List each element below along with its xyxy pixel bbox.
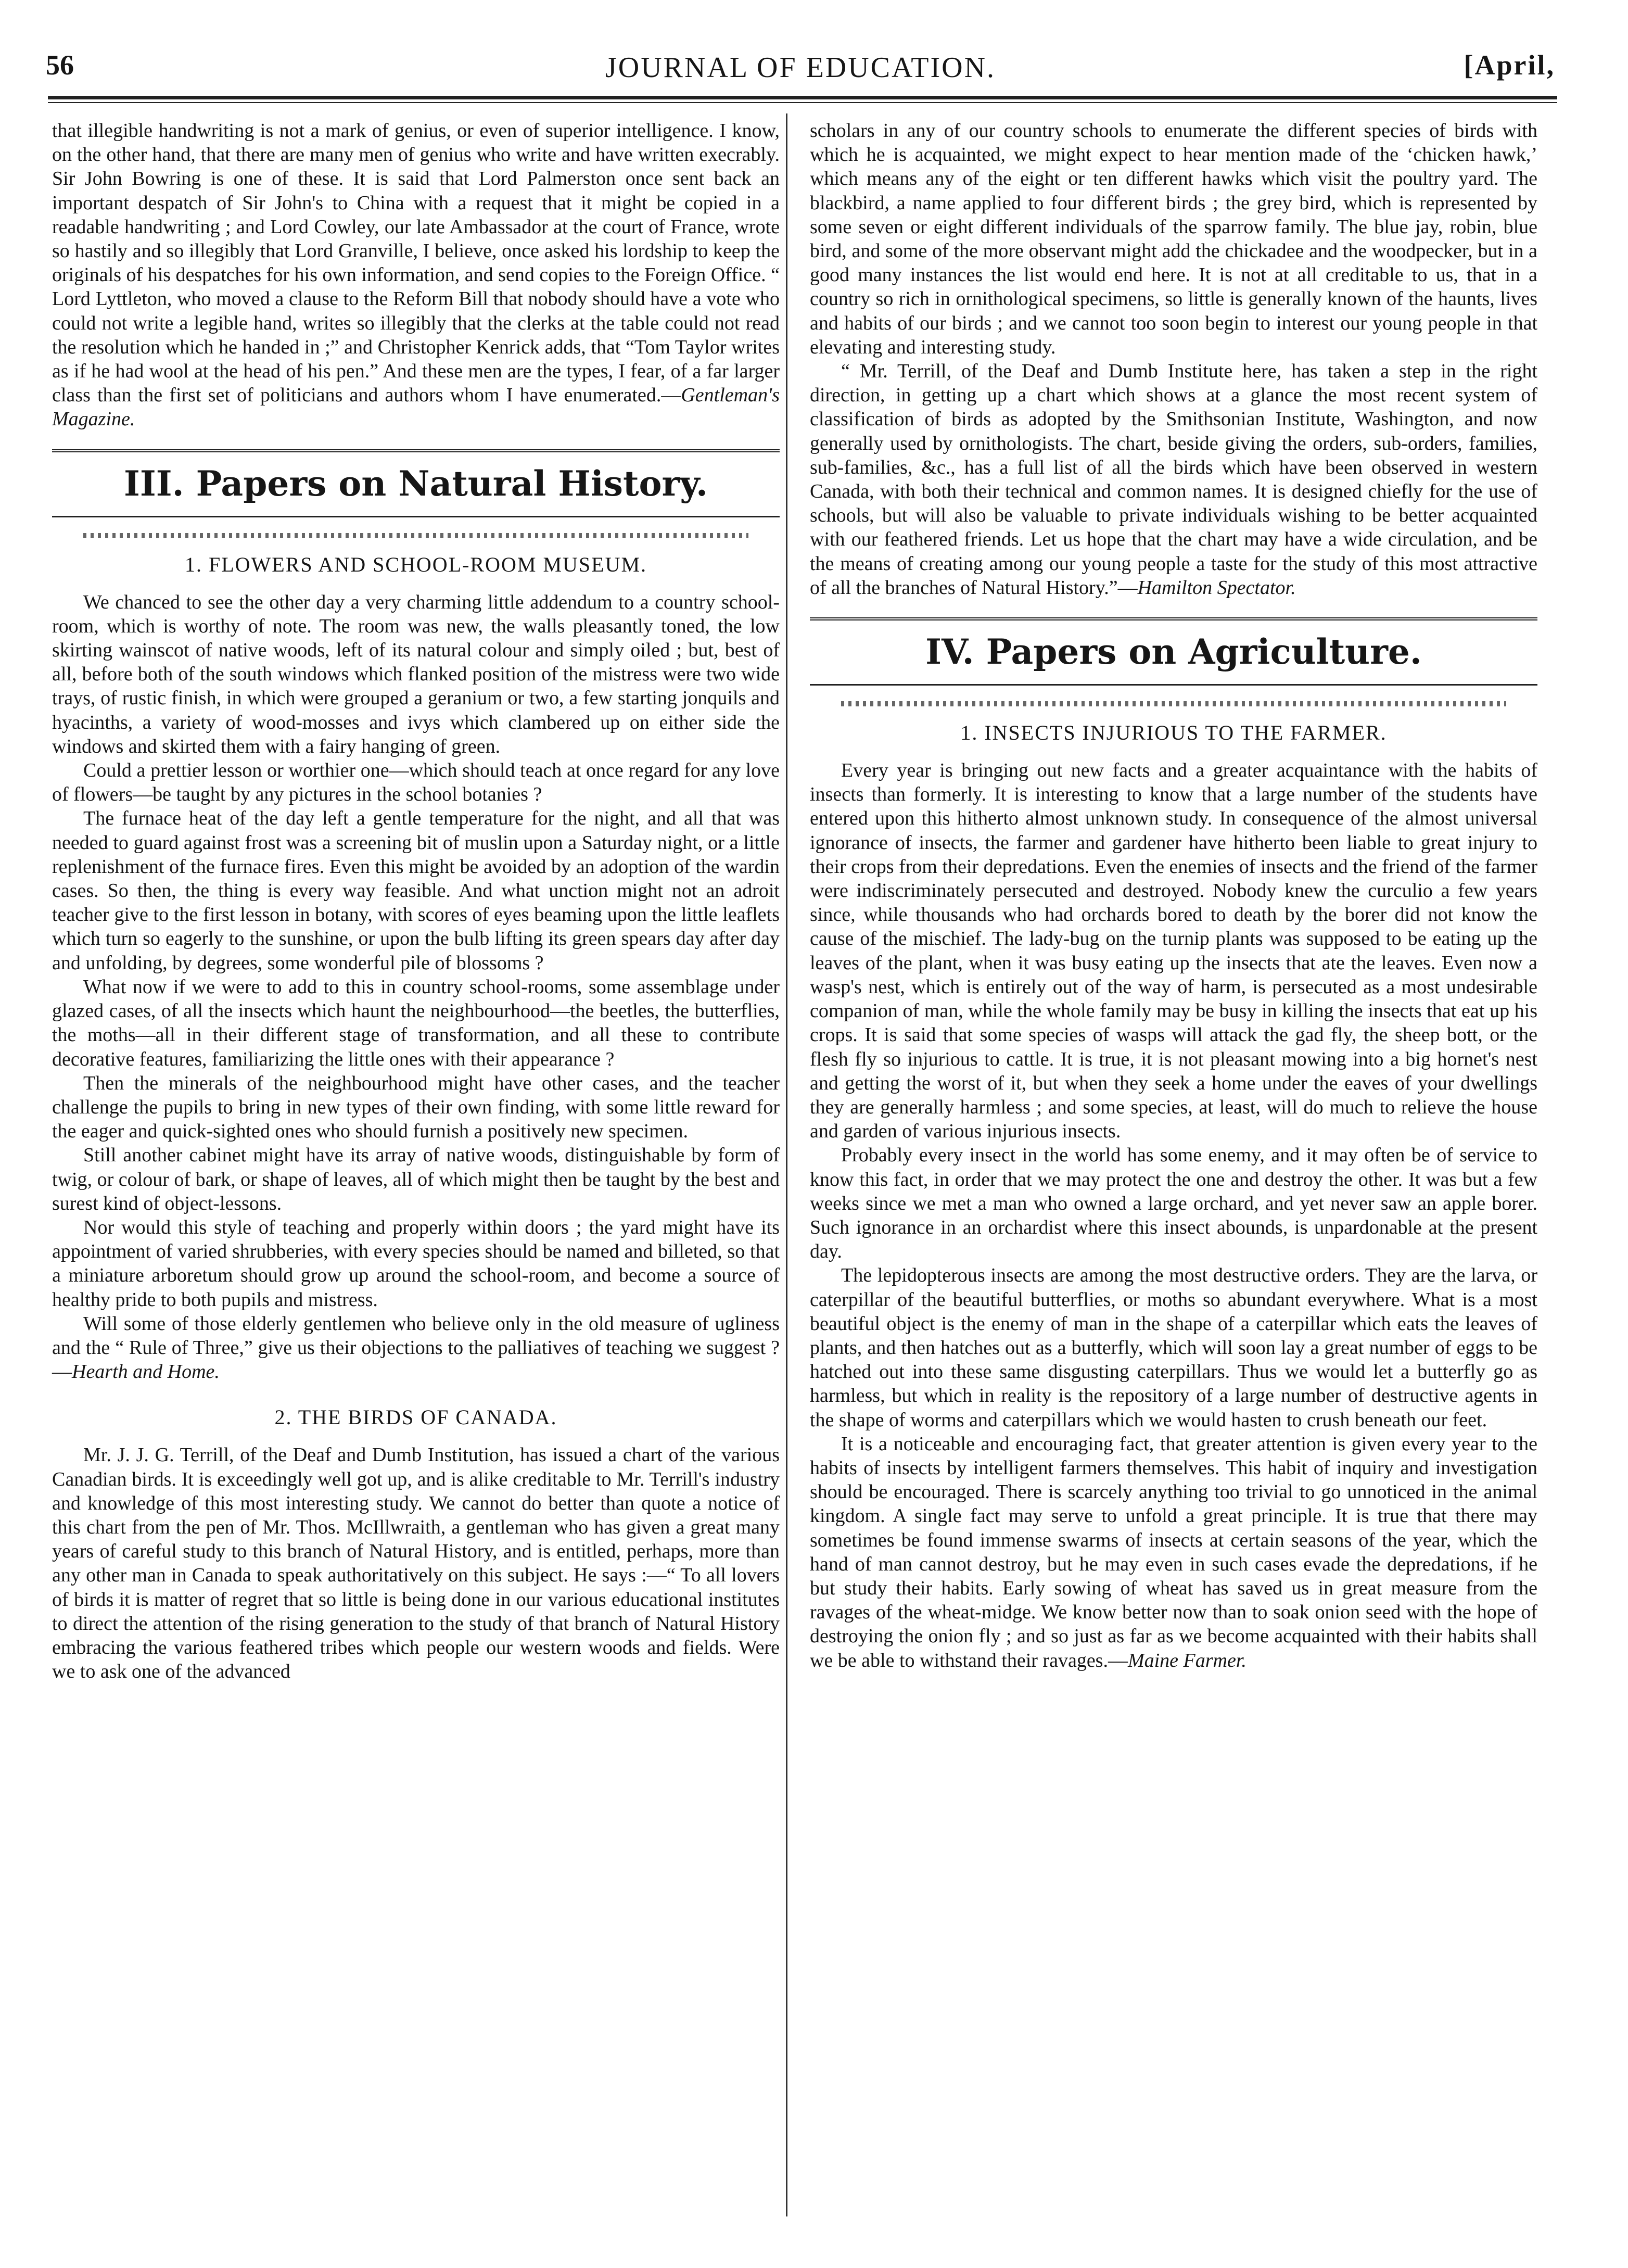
section-heading-natural-history: III. Papers on Natural History. [52, 449, 780, 517]
continuation-paragraph: “ Mr. Terrill, of the Deaf and Dumb Institute here, has taken a step in the right direction, in getting up a chart which shows at a glance the most recent system of classification of birds as adopted by the Smithsonian Institute, Washington, and now generally used by ornithologists. The chart, beside giving the orders, sub-orders, families, sub-families, &c., has a full list of all the birds which have been observed in western Canada, with both their technical and common names. It is designed chiefly for the use of schools, but will also be valuable to private individuals wishing to be better acquainted with our feathered friends. Let us hope that the chart may have a wide circulation, and be the means of creating among our young people a taste for the study of this most attractive of all the branches of Natural History.”—Hamilton Spectator. [810, 360, 1537, 599]
article-title-insects: 1. INSECTS INJURIOUS TO THE FARMER. [960, 721, 1387, 745]
article-paragraph: Will some of those elderly gentlemen who believe only in the old measure of ugliness and the “ Rule of Three,” give us their objections to the palliatives of teaching we suggest ?—Hearth and Home. [52, 1312, 780, 1383]
header-rule-thick [48, 96, 1557, 99]
article-source: Maine Farmer. [1127, 1649, 1247, 1671]
article-paragraph: The furnace heat of the day left a gentle temperature for the night, and all that was needed to guard against frost was a screening bit of muslin upon a Saturday night, or a little replenishment of the furnace fires. Even this might be avoided by an adoption of the wardin cases. So then, the thing is every way feasible. And what unction might not an adroit teacher give to the first lesson in botany, with scores of eyes beaming upon the little leaflets which turn so eagerly to the sunshine, or upon the bulb lifting its green spears day after day and unfolding, by degrees, some wonderful pile of blossoms ? [52, 807, 780, 974]
section-ornament [83, 533, 748, 538]
issue-month: [April, [1464, 49, 1555, 81]
journal-title: JOURNAL OF EDUCATION. [605, 52, 996, 84]
continuation-paragraph: scholars in any of our country schools to enumerate the different species of birds with which he is acquainted, we might expect to hear mention made of the ‘chicken hawk,’ which means any of the eight or ten different hawks which visit the poultry yard. The blackbird, a name applied to four different birds ; the grey bird, which is represented by some seven or eight different individuals of the sparrow family. The blue jay, robin, blue bird, and some of the more observant might add the chickadee and the woodpecker, but in a good many instances the list would end here. It is not at all creditable to us, that in a country so rich in ornithological specimens, so little is generally known of the haunts, lives and habits of our birds ; and we cannot too soon begin to interest our young people in that elevating and interesting study. [810, 120, 1537, 358]
article-paragraph: Mr. J. J. G. Terrill, of the Deaf and Dumb Institution, has issued a chart of the various Canadian birds. It is exceedingly well got up, and is alike creditable to Mr. Terrill's industry and knowledge of this most interesting study. We cannot do better than quote a notice of this chart from the pen of Mr. Thos. McIllwraith, a gentleman who has given a great many years of careful study to this branch of Natural History, and is entitled, perhaps, more than any other man in Canada to speak authoritatively on this subject. He says :—“ To all lovers of birds it is matter of regret that so little is being done in our various educational institutes to direct the attention of the rising generation to the study of that branch of Natural History embracing the various feathered tribes which people our western woods and fields. Were we to ask one of the advanced [52, 1444, 780, 1683]
intro-source: Gentleman's Magazine. [52, 384, 780, 430]
article-paragraph: Probably every insect in the world has some enemy, and it may often be of service to know this fact, in order that we may protect the one and destroy the other. It was but a few weeks since we met a man who owned a large orchard, and yet never saw an apple borer. Such ignorance in an orchardist where this insect abounds, is unpardonable at the present day. [810, 1144, 1537, 1263]
article-source: Hearth and Home. [72, 1361, 220, 1383]
header-rule-thin [48, 102, 1557, 103]
article-paragraph: We chanced to see the other day a very charming little addendum to a country school-room, which is worthy of note. The room was new, the walls pleasantly toned, the low skirting wainscot of native woods, left of its natural colour and simply oiled ; but, best of all, before both of the south windows which flanked position of the mistress were two wide trays, of rustic finish, in which were grouped a geranium or two, a few starting jonquils and hyacinths, a variety of wood-mosses and ivys which clambered up on either side the windows and skirted them with a fairy hanging of green. [52, 591, 780, 757]
left-column [52, 119, 780, 1683]
page-number: 56 [46, 49, 74, 81]
continuation-source: Hamilton Spectator. [1137, 576, 1296, 599]
section-heading-agriculture: IV. Papers on Agriculture. [810, 617, 1537, 686]
article-paragraph: Then the minerals of the neighbourhood might have other cases, and the teacher challenge the pupils to bring in new types of their own finding, with some little reward for the eager and quick-sighted ones who should furnish a positively new specimen. [52, 1072, 780, 1143]
intro-paragraph: that illegible handwriting is not a mark of genius, or even of superior intelligence. I know, on the other hand, that there are many men of genius who write and have written execrably. Sir John Bowring is one of these. It is said that Lord Palmerston once sent back an important despatch of Sir John's to China with a request that it might be copied in a readable handwriting ; and Lord Cowley, our late Ambassador at the court of France, wrote so hastily and so illegibly that Lord Granville, I believe, once asked his lordship to keep the originals of his despatches for his own information, and send copies to the Foreign Office. “ Lord Lyttleton, who moved a clause to the Reform Bill that nobody should have a vote who could not write a legible hand, writes so illegibly that the clerks at the table could not read the resolution which he handed in ;” and Christopher Kenrick adds, that “Tom Taylor writes as if he had wool at the head of his pen.” And these men are the types, I fear, of a far larger class than the first set of politicians and authors whom I have enumerated.—Gentleman's Magazine. [52, 120, 780, 430]
article-paragraph: What now if we were to add to this in country school-rooms, some assemblage under glazed cases, of all the insects which haunt the neighbourhood—the beetles, the butterflies, the moths—all in their different stage of transformation, and all these to contribute decorative features, familiarizing the little ones with their appearance ? [52, 975, 780, 1070]
article-paragraph: Every year is bringing out new facts and a greater acquaintance with the habits of insects than formerly. It is interesting to know that a large number of the students have entered upon this hitherto almost unknown study. In consequence of the almost universal ignorance of insects, the farmer and gardener have hitherto been liable to great injury to their crops from their depredations. Even the enemies of insects and the friend of the farmer were indiscriminately persecuted and destroyed. Nobody knew the curculio a few years since, while thousands who had orchards bored to death by the borer did not know the cause of the mischief. The lady-bug on the turnip plants was supposed to be eating up the leaves of the plant, when it was busy eating up the insects that ate the leaves. Even now a wasp's nest, which is entirely out of the way of harm, is persecuted as a most undesirable companion of man, while the whole family may be busy in killing the insects that eat up his crops. It is said that some species of wasps will attack the gad fly, the sheep bott, or the flesh fly so injurious to cattle. It is true, it is not pleasant mowing into a big hornet's nest and getting the worst of it, but when they seek a home under the eaves of your dwellings they are generally harmless ; and some species, at least, will do much to relieve the house and garden of various injurious insects. [810, 759, 1537, 1143]
right-column [810, 119, 1537, 1673]
article-paragraph: Still another cabinet might have its array of native woods, distinguishable by form of twig, or colour of bark, or shape of leaves, all of which might then be taught by the best and surest kind of object-lessons. [52, 1144, 780, 1214]
column-divider [786, 113, 787, 2216]
article-title-flowers: 1. FLOWERS AND SCHOOL-ROOM MUSEUM. [184, 552, 647, 576]
article-paragraph: The lepidopterous insects are among the most destructive orders. They are the larva, or caterpillar of the beautiful butterflies, or moths so abundant everywhere. What is a most beautiful object is the enemy of man in the shape of a caterpillar which eats the leaves of plants, and then hatches out as a butterfly, which will soon lay a great number of eggs to be hatched out into these same disgusting caterpillars. Thus we would let a butterfly go as harmless, but which in reality is the repository of a large number of destructive agents in the shape of worms and caterpillars which we would hasten to crush beneath our feet. [810, 1264, 1537, 1431]
section-ornament [841, 701, 1506, 706]
article-paragraph: It is a noticeable and encouraging fact, that greater attention is given every year to the habits of insects by intelligent farmers themselves. This habit of inquiry and investigation should be encouraged. There is scarcely anything too trivial to go unnoticed in the animal kingdom. A single fact may serve to unfold a great principle. It is true that there may sometimes be found immense swarms of insects at certain seasons of the year, which the hand of man cannot destroy, but he may even in such cases evade the depredations, if he but study their habits. Early sowing of wheat has saved us in great measure from the ravages of the wheat-midge. We know better now than to soak onion seed with the hope of destroying the onion fly ; and so just as far as we become acquainted with their habits shall we be able to withstand their ravages.—Maine Farmer. [810, 1433, 1537, 1671]
article-paragraph: Could a prettier lesson or worthier one—which should teach at once regard for any love of flowers—be taught by any pictures in the school botanies ? [52, 759, 780, 806]
page-header [46, 44, 1555, 96]
article-title-birds: 2. THE BIRDS OF CANADA. [274, 1405, 557, 1429]
article-paragraph: Nor would this style of teaching and properly within doors ; the yard might have its appointment of varied shrubberies, with every species should be named and billeted, so that a miniature arboretum should grow up around the school-room, and become a source of healthy pride to both pupils and mistress. [52, 1216, 780, 1311]
